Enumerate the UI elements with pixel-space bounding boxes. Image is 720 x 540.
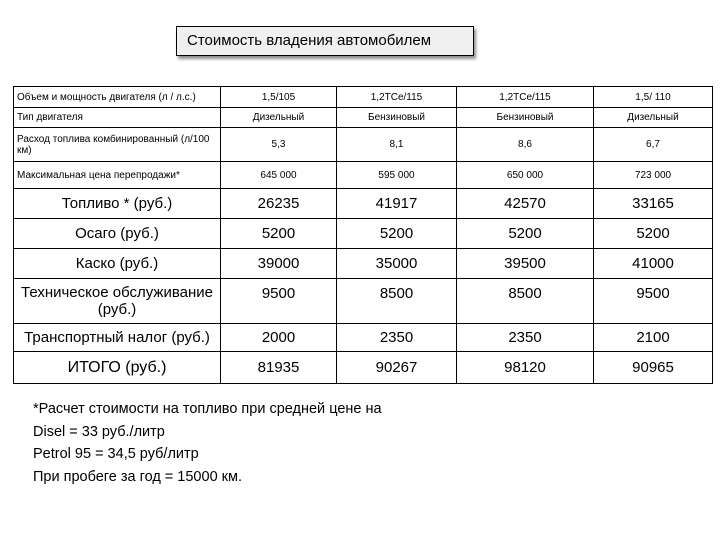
cell-value: 8,6 bbox=[457, 128, 594, 162]
cell-value: 8500 bbox=[337, 279, 457, 324]
row-label: Максимальная цена перепродажи* bbox=[14, 162, 221, 189]
row-label: Тип двигателя bbox=[14, 108, 221, 128]
cell-value: 2350 bbox=[337, 324, 457, 352]
cell-value: 1,2TCe/115 bbox=[457, 87, 594, 108]
cell-value: 9500 bbox=[221, 279, 337, 324]
cell-value: 39000 bbox=[221, 249, 337, 279]
cell-value: 5200 bbox=[457, 219, 594, 249]
cell-value: 8,1 bbox=[337, 128, 457, 162]
footnote-line: *Расчет стоимости на топливо при средней цене на bbox=[33, 401, 382, 417]
cell-value: 1,5/105 bbox=[221, 87, 337, 108]
table-row bbox=[14, 249, 713, 279]
row-label: Техническое обслуживание (руб.) bbox=[14, 279, 221, 324]
cell-value: 5200 bbox=[221, 219, 337, 249]
cell-value: 98120 bbox=[457, 352, 594, 384]
cell-value: 90965 bbox=[594, 352, 713, 384]
row-label: Объем и мощность двигателя (л / л.с.) bbox=[14, 87, 221, 108]
cell-value: 90267 bbox=[337, 352, 457, 384]
cell-value: 5,3 bbox=[221, 128, 337, 162]
cell-value: 2000 bbox=[221, 324, 337, 352]
cell-value: 723 000 bbox=[594, 162, 713, 189]
cost-table bbox=[13, 86, 713, 384]
cell-value: 41917 bbox=[337, 189, 457, 219]
cell-value: 8500 bbox=[457, 279, 594, 324]
row-label: Транспортный налог (руб.) bbox=[14, 324, 221, 352]
cell-value: 26235 bbox=[221, 189, 337, 219]
page-title: Стоимость владения автомобилем bbox=[176, 26, 474, 56]
cell-value: 42570 bbox=[457, 189, 594, 219]
cell-value: 6,7 bbox=[594, 128, 713, 162]
cell-value: 595 000 bbox=[337, 162, 457, 189]
cell-value: 645 000 bbox=[221, 162, 337, 189]
cell-value: 33165 bbox=[594, 189, 713, 219]
table-row bbox=[14, 162, 713, 189]
table-row bbox=[14, 128, 713, 162]
row-label: Осаго (руб.) bbox=[14, 219, 221, 249]
table-row bbox=[14, 87, 713, 108]
row-label: ИТОГО (руб.) bbox=[14, 352, 221, 384]
footnote-line: Disel = 33 руб./литр bbox=[33, 423, 165, 440]
cell-value: Дизельный bbox=[594, 108, 713, 128]
cell-value: 39500 bbox=[457, 249, 594, 279]
table-row bbox=[14, 189, 713, 219]
cell-value: Дизельный bbox=[221, 108, 337, 128]
cell-value: 35000 bbox=[337, 249, 457, 279]
cell-value: 5200 bbox=[594, 219, 713, 249]
cell-value: 1,2TCe/115 bbox=[337, 87, 457, 108]
table-row bbox=[14, 324, 713, 352]
cell-value: 41000 bbox=[594, 249, 713, 279]
table-row bbox=[14, 108, 713, 128]
cell-value: 5200 bbox=[337, 219, 457, 249]
table-row bbox=[14, 279, 713, 324]
row-label: Топливо * (руб.) bbox=[14, 189, 221, 219]
footnote bbox=[33, 398, 382, 488]
footnote-line: Petrol 95 = 34,5 руб/литр bbox=[33, 446, 199, 462]
cell-value: 2350 bbox=[457, 324, 594, 352]
cell-value: Бензиновый bbox=[457, 108, 594, 128]
cell-value: 650 000 bbox=[457, 162, 594, 189]
table-row bbox=[14, 219, 713, 249]
footnote-line: При пробеге за год = 15000 км. bbox=[33, 468, 242, 485]
cell-value: 1,5/ 110 bbox=[594, 87, 713, 108]
cell-value: 9500 bbox=[594, 279, 713, 324]
row-label: Каско (руб.) bbox=[14, 249, 221, 279]
cell-value: Бензиновый bbox=[337, 108, 457, 128]
row-label: Расход топлива комбинированный (л/100 км) bbox=[14, 128, 221, 162]
cell-value: 2100 bbox=[594, 324, 713, 352]
cell-value: 81935 bbox=[221, 352, 337, 384]
table-row-total bbox=[14, 352, 713, 384]
